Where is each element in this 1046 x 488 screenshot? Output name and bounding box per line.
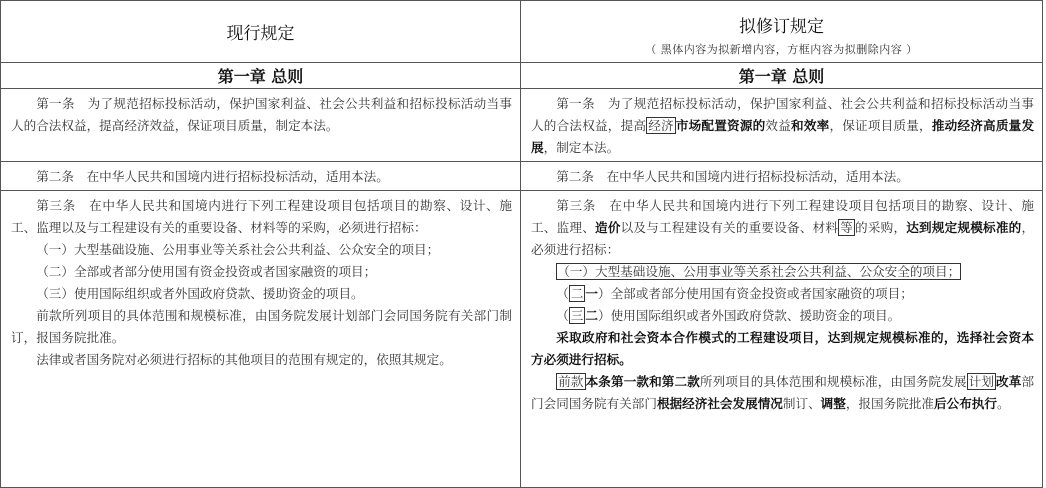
article-3-item-1-deleted [531,261,1034,283]
text-segment: 部门会同国务院有关部门 [531,374,1035,411]
header-left-cell [1,1,521,63]
article-3-paragraph-2: 前款所列项目的具体范围和规模标准，由国务院发展计划部门会同国务院有关部门制订，报国务院批准。 [11,308,512,345]
article-1-right [521,89,1043,162]
text-segment: 以及与工程建设有关的重要设备、材料 [620,220,839,235]
added-text: 和效率 [791,118,830,133]
proposed-rules-title: 拟修订规定 [739,17,824,37]
text-segment: 的采购， [855,220,907,235]
text-segment: 效益 [765,118,792,133]
added-text: 一 [585,286,598,301]
added-text: 根据经济社会发展情况 [656,396,783,411]
text-segment: ，报国务院批准 [845,396,934,411]
added-text: 市场配置资源的 [675,118,766,133]
text-segment: ）全部或者部分使用国有资金投资或者国家融资的项目； [597,286,913,301]
article-1-row [1,89,1043,162]
article-3-right [521,191,1043,488]
article-2-revised: 第二条 在中华人民共和国境内进行招标投标活动，适用本法。 [556,169,909,184]
article-3-item-3-revised [531,305,1034,327]
chapter-title-left: 第一章 总则 [217,67,304,86]
article-3-text: 第三条 在中华人民共和国境内进行下列工程建设项目包括项目的勘察、设计、施工、监理以及与工程建设有关的重要设备、材料等的采购，必须进行招标： [11,198,512,235]
article-1-left [1,89,521,162]
text-segment: ，制定本法。 [543,140,620,155]
text-segment: （ [556,286,569,301]
text-segment: 第三条 在中华人民共和国境内进行下列工程建设项目包括项目的勘察、设计、施工、监理、 [531,198,1034,235]
text-segment: 第一条 为了规范招标投标活动，保护国家利益、社会公共利益和招标投标活动当事人的合法权益，提高 [531,96,1034,133]
deleted-text: 经济 [648,118,674,133]
text-segment: 。 [996,396,1010,411]
article-3-item-3: （三）使用国际组织或者外国政府贷款、援助资金的项目。 [36,286,364,301]
header-right-cell [521,1,1043,63]
added-text: 调整 [820,396,846,411]
text-segment: （ [556,308,569,323]
article-3-last-paragraph-revised [531,371,1034,415]
legend-note: （ 黑体内容为拟新增内容，方框内容为拟删除内容 ） [645,43,918,56]
deleted-text: （一）大型基础设施、公用事业等关系社会公共利益、公众安全的项目； [557,264,961,279]
article-1-revised [531,93,1034,159]
article-3-row [1,191,1043,488]
text-segment: 制订、 [782,396,821,411]
article-3-item-2-revised [531,283,1034,305]
current-rules-title: 现行规定 [226,24,295,44]
article-3-revised [531,195,1034,261]
article-2-left [1,162,521,191]
deleted-text: 计划 [968,374,995,389]
text-segment: ）使用国际组织或者外国政府贷款、援助资金的项目。 [597,308,901,323]
added-text: 二 [585,308,598,323]
article-3-item-2: （二）全部或者部分使用国有资金投资或者国家融资的项目； [36,264,377,279]
deleted-text: 前款 [558,374,584,389]
article-3-left [1,191,521,488]
article-3-item-1: （一）大型基础设施、公用事业等关系社会公共利益、公众安全的项目； [36,242,440,257]
added-text: 后公布执行 [934,396,997,411]
added-text: 推动经济高质量发展 [531,118,1035,155]
text-segment: ，保证项目质量， [829,118,932,133]
article-2-row [1,162,1043,191]
added-text: 改革 [996,374,1022,389]
deleted-text: 三 [570,308,584,323]
text-segment: 所列项目的具体范围和规模标准，由国务院发展 [699,374,967,389]
new-paragraph: 采取政府和社会资本合作模式的工程建设项目，达到规定规模标准的，选择社会资本方必须进行招标。 [531,330,1034,367]
article-1-text: 第一条 为了规范招标投标活动，保护国家利益、社会公共利益和招标投标活动当事人的合法权益，提高经济效益，保证项目质量，制定本法。 [11,96,512,133]
deleted-text: 二 [570,286,584,301]
article-2-text: 第二条 在中华人民共和国境内进行招标投标活动，适用本法。 [36,169,389,184]
article-3-paragraph-3: 法律或者国务院对必须进行招标的其他项目的范围有规定的，依照其规定。 [36,352,452,367]
text-segment: ，必须进行招标： [531,220,1035,257]
chapter-row [1,63,1043,89]
deleted-text: 等 [840,220,854,235]
chapter-right-cell [521,63,1043,89]
chapter-title-right: 第一章 总则 [738,67,825,86]
added-text: 达到规定规模标准的 [906,220,1022,235]
article-2-right [521,162,1043,191]
added-text: 本条第一款和第二款 [585,374,700,389]
chapter-left-cell [1,63,521,89]
header-row [1,1,1043,63]
added-text: 造价 [595,220,621,235]
